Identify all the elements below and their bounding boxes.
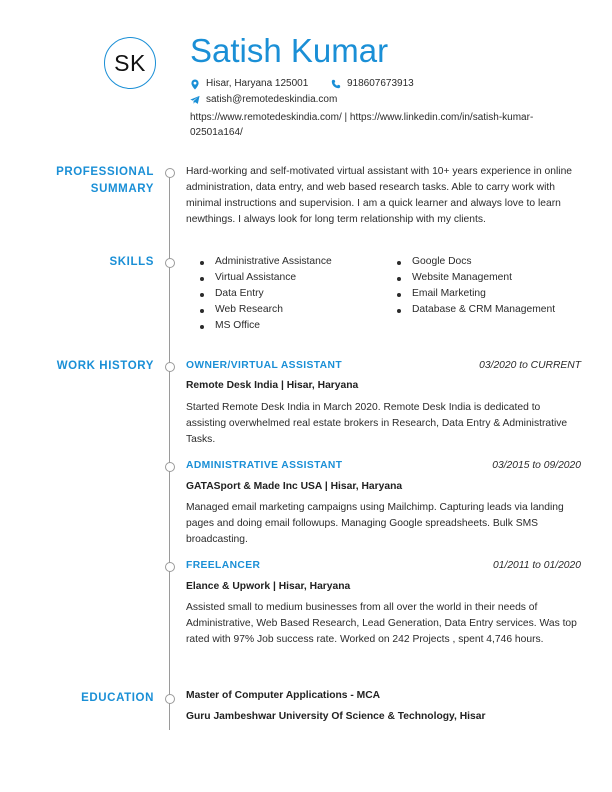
bullet [397, 261, 401, 265]
skill-label: Administrative Assistance [215, 256, 332, 267]
timeline-node-education [165, 694, 175, 704]
bullet [200, 277, 204, 281]
section-title-summary-line1: PROFESSIONAL [56, 166, 154, 178]
bullet [397, 293, 401, 297]
job-title: FREELANCER [186, 560, 261, 571]
bullet [200, 293, 204, 297]
bullet [397, 277, 401, 281]
summary-text: Hard-working and self-motivated virtual assistant with 10+ years experience in online administration, data entry, and web based research tasks. Able to carry work with minimal instructions and supervision. I am a quick learner and always love to learn newthings. I always look for long term relationship with my clients. [186, 166, 573, 225]
bullet [397, 309, 401, 313]
timeline-line [169, 170, 170, 730]
job-dates: 01/2011 to 01/2020 [493, 560, 581, 571]
skill-label: Data Entry [215, 288, 264, 299]
section-title-education: EDUCATION [81, 692, 154, 704]
candidate-name: Satish Kumar [190, 32, 389, 69]
address-row [190, 78, 308, 89]
job-dates: 03/2020 to CURRENT [479, 360, 581, 371]
profile-links[interactable]: https://www.remotedeskindia.com/ | https://www.linkedin.com/in/satish-kumar-02501a164/ [190, 112, 534, 138]
phone-row [331, 78, 414, 89]
job-title: OWNER/VIRTUAL ASSISTANT [186, 360, 343, 371]
timeline-node-job2 [165, 462, 175, 472]
skill-label: Email Marketing [412, 288, 486, 299]
skill-label: MS Office [215, 320, 261, 331]
timeline-node-summary [165, 168, 175, 178]
skill-label: Google Docs [412, 256, 472, 267]
job-title: ADMINISTRATIVE ASSISTANT [186, 460, 343, 471]
skill-label: Website Management [412, 272, 512, 283]
job-description: Managed email marketing campaigns using Mailchimp. Capturing leads via landing pages and doing email followups. Managing Google spreadsheets. Bulk SMS broadcasting. [186, 502, 564, 545]
timeline-node-skills [165, 258, 175, 268]
skill-label: Virtual Assistance [215, 272, 297, 283]
section-title-work-history: WORK HISTORY [56, 360, 154, 372]
education-degree: Master of Computer Applications - MCA [186, 690, 381, 701]
section-title-summary-line2: SUMMARY [90, 183, 154, 195]
email-row [190, 94, 337, 105]
phone-text[interactable]: 918607673913 [347, 78, 414, 89]
skill-label: Web Research [215, 304, 283, 315]
address-text: Hisar, Haryana 125001 [206, 78, 309, 89]
phone-icon [331, 79, 341, 89]
job-description: Started Remote Desk India in March 2020. Remote Desk India is dedicated to assisting overwhelmed real estate brokers in Research, Data Entry & Administrative Tasks. [186, 402, 568, 445]
job-company: Elance & Upwork | Hisar, Haryana [186, 581, 351, 592]
skill-label: Database & CRM Management [412, 304, 556, 315]
timeline-node-job3 [165, 562, 175, 572]
monogram-avatar: SK [104, 37, 156, 89]
send-email-icon [190, 95, 200, 105]
job-company: GATASport & Made Inc USA | Hisar, Haryana [186, 481, 403, 492]
job-company: Remote Desk India | Hisar, Haryana [186, 380, 359, 391]
job-description: Assisted small to medium businesses from all over the world in their needs of Administrative, Web Based Research, Lead Generation, Data Entry services. Was top rated with 97% Job success rate. Worked on 242 Projects , spent 4,746 hours. [186, 602, 577, 645]
bullet [200, 261, 204, 265]
education-school: Guru Jambeshwar University Of Science & Technology, Hisar [186, 711, 486, 722]
timeline-node-work [165, 362, 175, 372]
bullet [200, 309, 204, 313]
email-text[interactable]: satish@remotedeskindia.com [206, 94, 338, 105]
bullet [200, 325, 204, 329]
section-title-summary [56, 164, 154, 198]
job-dates: 03/2015 to 09/2020 [492, 460, 581, 471]
section-title-skills: SKILLS [109, 256, 154, 268]
location-pin-icon [190, 79, 200, 89]
